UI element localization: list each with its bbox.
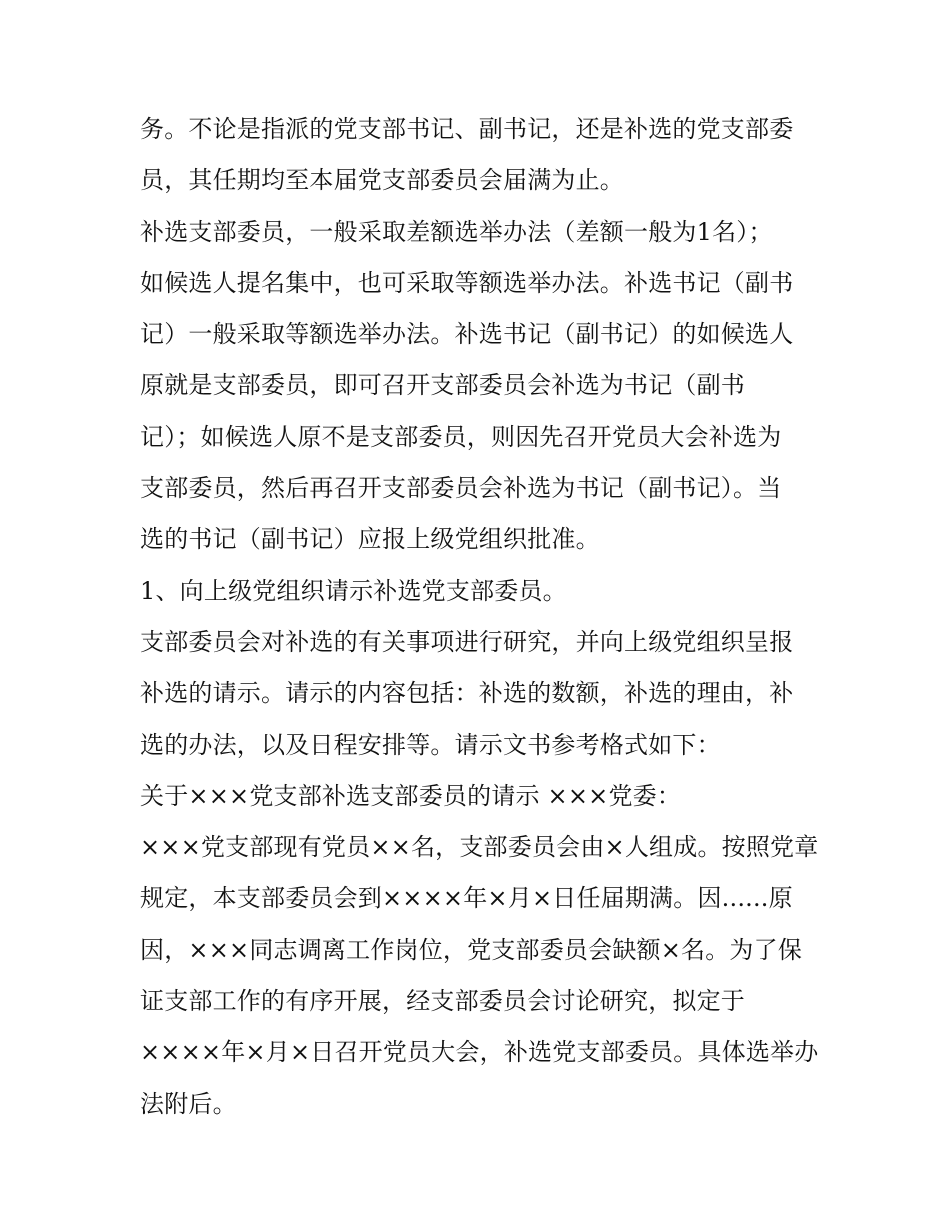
text-line: 员，其任期均至本届党支部委员会届满为止。 (140, 166, 624, 195)
text-line: 支部委员，然后再召开支部委员会补选为书记（副书记）。当 (140, 474, 782, 503)
text-line: 证支部工作的有序开展，经支部委员会讨论研究，拟定于 (140, 987, 745, 1016)
text-line: 选的办法，以及日程安排等。请示文书参考格式如下： (140, 730, 721, 759)
section-heading: 1、向上级党组织请示补选党支部委员。 (140, 576, 567, 605)
template-title-line: 关于×××党支部补选支部委员的请示 ×××党委： (140, 781, 682, 810)
text-line: ××××年×月×日召开党员大会，补选党支部委员。具体选举办 (140, 1038, 819, 1067)
text-line: 规定，本支部委员会到××××年×月×日任届期满。因......原 (140, 884, 793, 913)
text-line: 补选支部委员，一般采取差额选举办法（差额一般为1名）； (140, 217, 773, 246)
body-text (140, 104, 820, 1130)
text-line: 因，×××同志调离工作岗位，党支部委员会缺额×名。为了保 (140, 935, 803, 964)
text-line: 支部委员会对补选的有关事项进行研究，并向上级党组织呈报 (140, 627, 794, 656)
text-line: ×××党支部现有党员××名，支部委员会由×人组成。按照党章 (140, 833, 819, 862)
text-line: 务。不论是指派的党支部书记、副书记，还是补选的党支部委 (140, 115, 794, 143)
text-line: 补选的请示。请示的内容包括：补选的数额，补选的理由，补 (140, 679, 794, 708)
text-line: 选的书记（副书记）应报上级党组织批准。 (140, 525, 600, 554)
text-line: 原就是支部委员，即可召开支部委员会补选为书记（副书 (140, 371, 745, 400)
text-line: 记）；如候选人原不是支部委员，则因先召开党员大会补选为 (140, 422, 782, 451)
text-line: 如候选人提名集中，也可采取等额选举办法。补选书记（副书 (140, 268, 794, 297)
text-line: 记）一般采取等额选举办法。补选书记（副书记）的如候选人 (140, 320, 794, 349)
text-line: 法附后。 (140, 1089, 237, 1118)
